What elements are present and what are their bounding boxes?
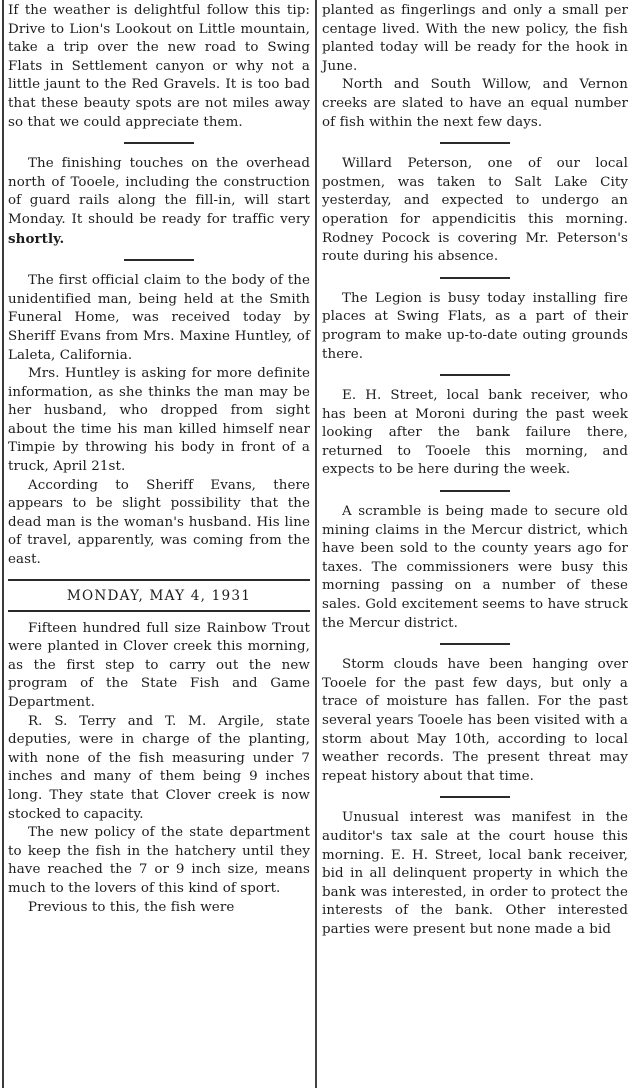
column-divider <box>315 0 317 1088</box>
story-separator <box>440 643 510 645</box>
story-separator <box>440 142 510 144</box>
story-separator <box>124 259 194 261</box>
story-overhead-end: shortly. <box>8 230 65 247</box>
story-separator <box>440 490 510 492</box>
story-tax-sale: Unusual interest was manifest in the auditor's tax sale at the court house this morning. E. H. Street, local bank receiver, bid in all delinquent property in which the bank was interested, in order to protect the interests of the bank. Other interested parties were present but none made a bid <box>322 810 628 937</box>
dateline-rule-top <box>8 579 310 581</box>
story-bank-receiver: E. H. Street, local bank receiver, who has been at Moroni during the past week looking after the bank failure there, returned to Tooele this morning, and expects to be here during the week. <box>322 388 628 478</box>
story-legion-fireplaces: The Legion is busy today installing fire places at Swing Flats, as a part of their program to make up-to-date outing grounds there. <box>322 290 628 362</box>
dateline-heading: MONDAY, MAY 4, 1931 <box>66 587 252 604</box>
story-trout-p3: The new policy of the state department to keep the fish in the hatchery until they have reached the 7 or 9 inch size, means much to the lovers of this kind of sport. <box>8 825 310 896</box>
story-separator <box>440 374 510 376</box>
story-trout-creeks: North and South Willow, and Vernon creeks are slated to have an equal number of fish within the next few days. <box>322 77 628 130</box>
right-column <box>322 0 628 940</box>
story-separator <box>440 277 510 279</box>
story-storm-clouds: Storm clouds have been hanging over Tooele for the past few days, but only a trace of moisture has fallen. For the past several years Tooele has been visited with a storm about May 10th, according to local weather records. The present threat may repeat history about that time. <box>322 657 628 784</box>
story-trout-continued: planted as fingerlings and only a small per centage lived. With the new policy, the fish planted today will be ready for the hook in June. <box>322 3 628 74</box>
story-mining-claims: A scramble is being made to secure old mining claims in the Mercur district, which have been sold to the county years ago for taxes. The commissioners were busy this morning passing on a number of these sales. Gold excitement seems to have struck the Mercur district. <box>322 504 628 631</box>
story-weather-tip: If the weather is delightful follow this tip: Drive to Lion's Lookout on Little mountain, take a trip over the new road to Swing Flats in Settlement canyon or why not a little jaunt to the Red Gravels. It is too bad that these beauty spots are not miles away so that we could appreciate them. <box>8 3 310 130</box>
story-separator <box>124 142 194 144</box>
dateline-rule-bottom <box>8 610 310 612</box>
left-column <box>8 0 310 917</box>
story-overhead-text: The finishing touches on the overhead north of Tooele, including the construction of guard rails along the fill-in, will start Monday. It should be ready for traffic very <box>8 156 310 227</box>
story-overhead-construction <box>8 155 310 249</box>
left-border-rule <box>2 0 4 1088</box>
story-trout-p2: R. S. Terry and T. M. Argile, state deputies, were in charge of the planting, with none of the fish measuring under 7 inches and many of them being 9 inches long. They state that Clover creek is now stocked to capacity. <box>8 713 310 822</box>
story-unidentified-man-p3: According to Sheriff Evans, there appears to be slight possibility that the dead man is the woman's husband. His line of travel, apparently, was coming from the east. <box>8 477 310 568</box>
story-unidentified-man-p2: Mrs. Huntley is asking for more definite information, as she thinks the man may be her husband, who dropped from sight about the time his man killed himself near Timpie by throwing his body in front of a truck, April 21st. <box>8 366 310 475</box>
story-trout-p1: Fifteen hundred full size Rainbow Trout were planted in Clover creek this morning, as the first step to carry out the new program of the State Fish and Game Department. <box>8 620 310 710</box>
story-postman-peterson: Willard Peterson, one of our local postmen, was taken to Salt Lake City yesterday, and expected to undergo an operation for appendicitis this morning. Rodney Pocock is covering Mr. Peterson's route during his absence. <box>322 156 628 265</box>
story-separator <box>440 796 510 798</box>
story-unidentified-man-p1: The first official claim to the body of the unidentified man, being held at the Smith Funeral Home, was received today by Sheriff Evans from Mrs. Maxine Huntley, of Laleta, California. <box>8 273 310 363</box>
story-trout-p4: Previous to this, the fish were <box>28 899 235 915</box>
